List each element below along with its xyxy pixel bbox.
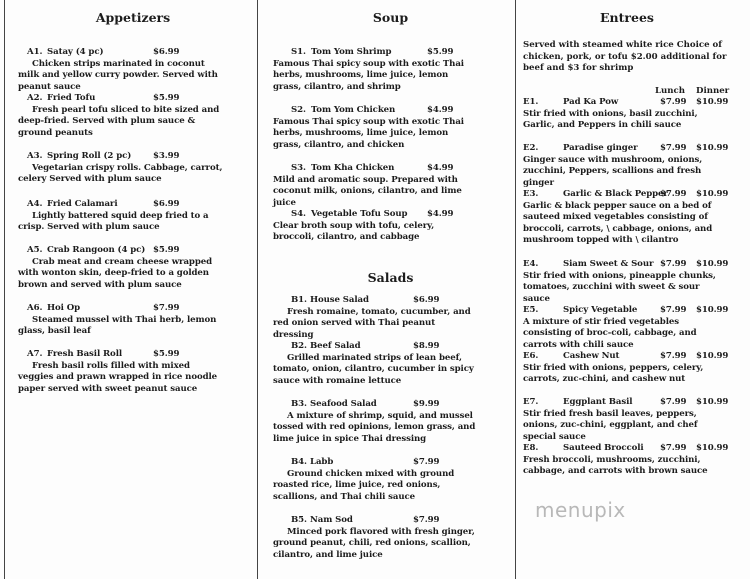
menu-item bbox=[523, 397, 728, 443]
item-description: A mixture of shrimp, squid, and mussel tossed with red opinions, lemon grass, and lime juice in spice Thai dressing bbox=[273, 410, 476, 444]
item-code: A6. bbox=[27, 303, 43, 313]
menu-item bbox=[523, 259, 728, 305]
menu-item bbox=[18, 47, 228, 93]
menu-item bbox=[273, 341, 478, 387]
item-description: Stir fried with onions, pineapple chunks, tomatoes, zucchini with sweet & sour sauce bbox=[523, 270, 716, 304]
item-lunch-price: $7.99 bbox=[660, 143, 687, 153]
item-name: Satay (4 pc) bbox=[47, 47, 104, 57]
menu-item bbox=[273, 295, 478, 341]
item-name: Siam Sweet & Sour bbox=[563, 259, 654, 269]
menu-item bbox=[18, 151, 228, 186]
item-description: Chicken strips marinated in coconut milk and yellow curry powder. Served with peanut sauce bbox=[18, 58, 218, 92]
item-code: A2. bbox=[27, 93, 43, 103]
item-code: S2. bbox=[291, 105, 306, 115]
item-name: Crab Rangoon (4 pc) bbox=[47, 245, 146, 255]
menu-item bbox=[273, 399, 478, 445]
item-name: Nam Sod bbox=[310, 515, 353, 525]
column-divider bbox=[515, 0, 516, 579]
item-dinner-price: $10.99 bbox=[696, 189, 729, 199]
item-description: Stir fried with onions, basil zucchini, Garlic, and Peppers in chili sauce bbox=[523, 108, 698, 131]
item-price: $5.99 bbox=[153, 93, 180, 103]
menu-item bbox=[273, 105, 473, 151]
item-dinner-price: $10.99 bbox=[696, 305, 729, 315]
item-price: $5.99 bbox=[427, 47, 454, 57]
item-name: Seafood Salad bbox=[310, 399, 377, 409]
menu-item bbox=[523, 443, 728, 478]
item-code: E5. bbox=[523, 305, 539, 315]
item-name: Fried Calamari bbox=[47, 199, 118, 209]
item-name: Fried Tofu bbox=[47, 93, 96, 103]
item-price: $4.99 bbox=[427, 209, 454, 219]
item-code: B2. bbox=[291, 341, 307, 351]
menu-item bbox=[523, 97, 728, 132]
item-name: Eggplant Basil bbox=[563, 397, 633, 407]
item-code: E6. bbox=[523, 351, 539, 361]
item-description: Steamed mussel with Thai herb, lemon glass, basil leaf bbox=[18, 314, 217, 337]
item-name: Garlic & Black Pepper bbox=[563, 189, 668, 199]
menu-item bbox=[18, 303, 228, 338]
entrees-intro: Served with steamed white rice Choice of chicken, pork, or tofu $2.00 additional for beef and $3 for shrimp bbox=[523, 40, 727, 74]
item-description: Famous Thai spicy soup with exotic Thai herbs, mushrooms, lime juice, lemon grass, cilantro, and chicken bbox=[273, 116, 464, 150]
item-lunch-price: $7.99 bbox=[660, 97, 687, 107]
item-code: S4. bbox=[291, 209, 306, 219]
item-code: S1. bbox=[291, 47, 306, 57]
menu-item bbox=[523, 143, 728, 189]
item-price: $3.99 bbox=[153, 151, 180, 161]
item-description: Ginger sauce with mushroom, onions, zucchini, Peppers, scallions and fresh ginger bbox=[523, 154, 703, 188]
menu-item bbox=[273, 515, 478, 561]
item-name: Hoi Op bbox=[47, 303, 81, 313]
entrees-heading: Entrees bbox=[600, 10, 654, 25]
menu-item bbox=[18, 199, 228, 234]
item-dinner-price: $10.99 bbox=[696, 259, 729, 269]
item-dinner-price: $10.99 bbox=[696, 443, 729, 453]
item-price: $6.99 bbox=[413, 295, 440, 305]
menu-item bbox=[18, 93, 228, 139]
item-price: $6.99 bbox=[153, 47, 180, 57]
item-code: E1. bbox=[523, 97, 539, 107]
item-dinner-price: $10.99 bbox=[696, 97, 729, 107]
item-description: Minced pork flavored with fresh ginger, ground peanut, chili, red onions, scallion, cilantro, and lime juice bbox=[273, 526, 475, 560]
item-code: A5. bbox=[27, 245, 43, 255]
item-price: $4.99 bbox=[427, 163, 454, 173]
item-code: E2. bbox=[523, 143, 539, 153]
item-name: Pad Ka Pow bbox=[563, 97, 619, 107]
item-name: Sauteed Broccoli bbox=[563, 443, 644, 453]
item-description: Mild and aromatic soup. Prepared with coconut milk, onions, cilantro, and lime juice bbox=[273, 174, 462, 208]
item-name: House Salad bbox=[310, 295, 369, 305]
item-name: Paradise ginger bbox=[563, 143, 638, 153]
item-description: Stir fried with onions, peppers, celery, carrots, zuc-chini, and cashew nut bbox=[523, 362, 704, 385]
item-code: E7. bbox=[523, 397, 539, 407]
item-description: A mixture of stir fried vegetables consisting of broc-coli, cabbage, and carrots with chili sauce bbox=[523, 316, 697, 350]
item-lunch-price: $7.99 bbox=[660, 305, 687, 315]
item-price: $5.99 bbox=[153, 245, 180, 255]
item-dinner-price: $10.99 bbox=[696, 143, 729, 153]
menu-item bbox=[18, 349, 228, 395]
item-name: Tom Yom Chicken bbox=[311, 105, 396, 115]
item-description: Fresh pearl tofu sliced to bite sized and deep-fried. Served with plum sauce & ground peanuts bbox=[18, 104, 220, 138]
salads-heading: Salads bbox=[367, 270, 414, 285]
item-code: A3. bbox=[27, 151, 43, 161]
item-description: Stir fried fresh basil leaves, peppers, onions, zuc-chini, eggplant, and chef special sauce bbox=[523, 408, 698, 442]
item-name: Labb bbox=[310, 457, 334, 467]
menu-item bbox=[523, 189, 728, 247]
item-code: B1. bbox=[291, 295, 307, 305]
menu-item bbox=[523, 351, 728, 386]
item-code: B4. bbox=[291, 457, 307, 467]
item-description: Grilled marinated strips of lean beef, tomato, onion, cilantro, cucumber in spicy sauce with romaine lettuce bbox=[273, 352, 474, 386]
item-dinner-price: $10.99 bbox=[696, 397, 729, 407]
column-divider bbox=[257, 0, 258, 579]
item-code: A7. bbox=[27, 349, 43, 359]
item-code: B5. bbox=[291, 515, 307, 525]
item-price: $4.99 bbox=[427, 105, 454, 115]
item-price: $7.99 bbox=[413, 457, 440, 467]
item-lunch-price: $7.99 bbox=[660, 443, 687, 453]
item-name: Tom Yom Shrimp bbox=[311, 47, 392, 57]
item-description: Lightly battered squid deep fried to a crisp. Served with plum sauce bbox=[18, 210, 209, 233]
item-dinner-price: $10.99 bbox=[696, 351, 729, 361]
item-price: $7.99 bbox=[153, 303, 180, 313]
item-lunch-price: $7.99 bbox=[660, 351, 687, 361]
item-description: Ground chicken mixed with ground roasted rice, lime juice, red onions, scallions, and Thai chili sauce bbox=[273, 468, 455, 502]
item-description: Crab meat and cream cheese wrapped with wonton skin, deep-fried to a golden brown and served with plum sauce bbox=[18, 256, 213, 290]
menu-item bbox=[273, 457, 478, 503]
item-name: Cashew Nut bbox=[563, 351, 620, 361]
item-code: E3. bbox=[523, 189, 539, 199]
item-description: Clear broth soup with tofu, celery, broccoli, cilantro, and cabbage bbox=[273, 220, 435, 243]
item-name: Fresh Basil Roll bbox=[47, 349, 123, 359]
menu-item bbox=[273, 163, 473, 209]
menu-item bbox=[273, 209, 473, 244]
menu-item bbox=[273, 47, 473, 93]
item-lunch-price: $7.99 bbox=[660, 189, 687, 199]
menu-item bbox=[18, 245, 228, 291]
lunch-label: Lunch bbox=[655, 86, 686, 96]
item-code: A4. bbox=[27, 199, 43, 209]
item-description: Famous Thai spicy soup with exotic Thai herbs, mushrooms, lime juice, lemon grass, cilantro, and shrimp bbox=[273, 58, 464, 92]
item-lunch-price: $7.99 bbox=[660, 397, 687, 407]
appetizers-heading: Appetizers bbox=[95, 10, 171, 25]
item-name: Tom Kha Chicken bbox=[311, 163, 395, 173]
menu-item bbox=[523, 305, 728, 351]
item-code: B3. bbox=[291, 399, 307, 409]
item-price: $9.99 bbox=[413, 399, 440, 409]
item-name: Spring Roll (2 pc) bbox=[47, 151, 132, 161]
item-price: $8.99 bbox=[413, 341, 440, 351]
dinner-label: Dinner bbox=[696, 86, 730, 96]
item-price: $5.99 bbox=[153, 349, 180, 359]
column-divider bbox=[4, 0, 5, 579]
item-description: Vegetarian crispy rolls. Cabbage, carrot, celery Served with plum sauce bbox=[18, 162, 223, 185]
item-lunch-price: $7.99 bbox=[660, 259, 687, 269]
item-name: Beef Salad bbox=[310, 341, 361, 351]
item-name: Spicy Vegetable bbox=[563, 305, 638, 315]
item-description: Fresh basil rolls filled with mixed veggies and prawn wrapped in rice noodle paper served with sweet peanut sauce bbox=[18, 360, 218, 394]
item-code: A1. bbox=[27, 47, 43, 57]
item-description: Fresh romaine, tomato, cucumber, and red onion served with Thai peanut dressing bbox=[273, 306, 471, 340]
item-price: $7.99 bbox=[413, 515, 440, 525]
item-code: E4. bbox=[523, 259, 539, 269]
item-description: Garlic & black pepper sauce on a bed of sauteed mixed vegetables consisting of broccoli, carrots, \ cabbage, onions, and mushroom topped with \ cilantro bbox=[523, 200, 713, 246]
item-code: S3. bbox=[291, 163, 306, 173]
item-description: Fresh broccoli, mushrooms, zucchini, cabbage, and carrots with brown sauce bbox=[523, 454, 708, 477]
soup-heading: Soup bbox=[372, 10, 409, 25]
item-price: $6.99 bbox=[153, 199, 180, 209]
item-code: E8. bbox=[523, 443, 539, 453]
item-name: Vegetable Tofu Soup bbox=[311, 209, 408, 219]
menupix-watermark: menupix bbox=[535, 498, 626, 522]
